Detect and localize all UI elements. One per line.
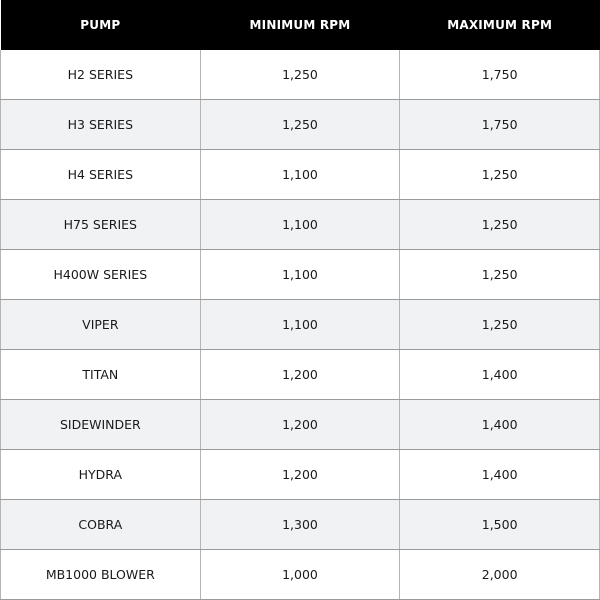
max-rpm: 1,750	[400, 50, 600, 100]
min-rpm: 1,200	[200, 400, 400, 450]
pump-name: H75 SERIES	[1, 200, 201, 250]
max-rpm: 1,400	[400, 450, 600, 500]
pump-name: VIPER	[1, 300, 201, 350]
table-row	[1, 300, 600, 350]
table-row	[1, 500, 600, 550]
table-row	[1, 250, 600, 300]
table-header-row	[1, 0, 600, 50]
min-rpm: 1,100	[200, 200, 400, 250]
max-rpm: 1,400	[400, 400, 600, 450]
header-maximum-rpm: MAXIMUM RPM	[400, 0, 600, 50]
table-row	[1, 350, 600, 400]
max-rpm: 1,750	[400, 100, 600, 150]
table-row	[1, 450, 600, 500]
max-rpm: 1,400	[400, 350, 600, 400]
min-rpm: 1,200	[200, 350, 400, 400]
pump-name: H3 SERIES	[1, 100, 201, 150]
table-row	[1, 200, 600, 250]
max-rpm: 1,500	[400, 500, 600, 550]
min-rpm: 1,100	[200, 250, 400, 300]
pump-name: H4 SERIES	[1, 150, 201, 200]
table-row	[1, 50, 600, 100]
min-rpm: 1,300	[200, 500, 400, 550]
table-row	[1, 150, 600, 200]
max-rpm: 1,250	[400, 150, 600, 200]
min-rpm: 1,250	[200, 50, 400, 100]
pump-name: H400W SERIES	[1, 250, 201, 300]
header-minimum-rpm: MINIMUM RPM	[200, 0, 400, 50]
header-pump: PUMP	[1, 0, 201, 50]
pump-name: COBRA	[1, 500, 201, 550]
max-rpm: 1,250	[400, 250, 600, 300]
min-rpm: 1,200	[200, 450, 400, 500]
pump-name: HYDRA	[1, 450, 201, 500]
table-row	[1, 550, 600, 600]
table-row	[1, 100, 600, 150]
min-rpm: 1,100	[200, 300, 400, 350]
min-rpm: 1,100	[200, 150, 400, 200]
min-rpm: 1,250	[200, 100, 400, 150]
pump-name: H2 SERIES	[1, 50, 201, 100]
pump-name: SIDEWINDER	[1, 400, 201, 450]
table-row	[1, 400, 600, 450]
pump-name: TITAN	[1, 350, 201, 400]
max-rpm: 2,000	[400, 550, 600, 600]
max-rpm: 1,250	[400, 300, 600, 350]
min-rpm: 1,000	[200, 550, 400, 600]
pump-name: MB1000 BLOWER	[1, 550, 201, 600]
max-rpm: 1,250	[400, 200, 600, 250]
